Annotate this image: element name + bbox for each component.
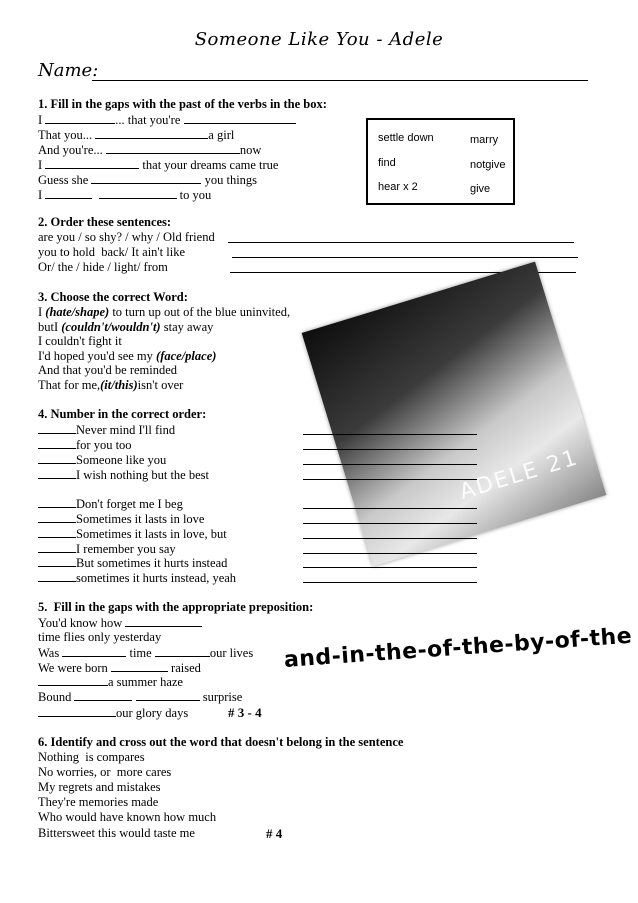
gap[interactable]	[38, 705, 116, 717]
section-1-heading: 1. Fill in the gaps with the past of the verbs in the box:	[38, 97, 327, 111]
s5-line-1: You'd know how	[38, 615, 202, 631]
s4-item: But sometimes it hurts instead	[38, 555, 227, 571]
s3-line-5: And that you'd be reminded	[38, 363, 178, 377]
s5-line-3: Was time our lives	[38, 646, 254, 660]
section-6-heading: 6. Identify and cross out the word that doesn't belong in the sentence	[38, 735, 404, 749]
s5-line-6: Bound surprise	[38, 690, 243, 704]
s1-line-4: I that your dreams came true	[38, 158, 279, 172]
s5-line-7: our glory days	[38, 705, 188, 721]
answer-line[interactable]	[303, 464, 477, 465]
s1-line-3: And you're... now	[38, 143, 262, 157]
gap[interactable]	[155, 645, 210, 657]
word-choice[interactable]: (hate/shape)	[45, 305, 110, 319]
s6-line[interactable]: No worries, or more cares	[38, 765, 172, 779]
gap[interactable]	[45, 112, 115, 124]
word-choice[interactable]: (couldn't/wouldn't)	[61, 320, 161, 334]
gap[interactable]	[45, 187, 92, 199]
answer-line[interactable]	[303, 567, 477, 568]
s4-item: I wish nothing but the best	[38, 467, 209, 483]
number-gap[interactable]	[38, 541, 76, 553]
s1-line-2: That you... a girl	[38, 128, 235, 142]
verb-word: hear x 2	[378, 181, 418, 193]
name-field[interactable]	[92, 80, 588, 81]
preposition-bank: and-in-the-of-the-by-of-the	[283, 623, 633, 673]
verb-word: marry	[470, 134, 499, 146]
s6-line[interactable]: Bittersweet this would taste me	[38, 826, 195, 840]
score-mark: # 3 - 4	[228, 705, 262, 720]
number-gap[interactable]	[38, 511, 76, 523]
gap[interactable]	[99, 187, 177, 199]
verb-box	[366, 118, 515, 205]
s3-line-1: I (hate/shape) to turn up out of the blue uninvited,	[38, 305, 291, 319]
answer-line[interactable]	[232, 257, 578, 258]
gap[interactable]	[125, 615, 202, 627]
s6-line[interactable]: Who would have known how much	[38, 810, 217, 824]
s4-item: I remember you say	[38, 541, 176, 557]
gap[interactable]	[91, 172, 201, 184]
gap[interactable]	[62, 645, 126, 657]
number-gap[interactable]	[38, 526, 76, 538]
answer-line[interactable]	[303, 508, 477, 509]
name-label: Name:	[38, 60, 99, 81]
gap[interactable]	[38, 674, 108, 686]
gap[interactable]	[184, 112, 296, 124]
answer-line[interactable]	[303, 449, 477, 450]
s3-line-3: I couldn't fight it	[38, 334, 122, 348]
s5-line-2: time flies only yesterday	[38, 630, 162, 644]
s5-line-5: a summer haze	[38, 674, 183, 690]
gap[interactable]	[111, 660, 168, 672]
s4-item: sometimes it hurts instead, yeah	[38, 570, 236, 586]
answer-line[interactable]	[303, 538, 477, 539]
s6-line[interactable]: They're memories made	[38, 795, 159, 809]
s2-line-1: are you / so shy? / why / Old friend	[38, 230, 215, 244]
s3-line-6: That for me,(it/this)isn't over	[38, 378, 184, 392]
section-5-heading: 5. Fill in the gaps with the appropriate preposition:	[38, 600, 314, 614]
verb-word: settle down	[378, 132, 434, 144]
number-gap[interactable]	[38, 452, 76, 464]
s6-line[interactable]: Nothing is compares	[38, 750, 145, 764]
number-gap[interactable]	[38, 467, 76, 479]
answer-line[interactable]	[303, 434, 477, 435]
s6-line[interactable]: My regrets and mistakes	[38, 780, 161, 794]
gap[interactable]	[45, 157, 139, 169]
answer-line[interactable]	[303, 553, 477, 554]
gap[interactable]	[95, 127, 208, 139]
s4-item: Never mind I'll find	[38, 422, 175, 438]
s1-line-1: I ... that you're	[38, 112, 296, 128]
s3-line-2: butI (couldn't/wouldn't) stay away	[38, 320, 214, 334]
gap[interactable]	[106, 142, 240, 154]
s4-item: Don't forget me I beg	[38, 496, 183, 512]
verb-word: find	[378, 157, 396, 169]
s5-line-4: We were born raised	[38, 661, 201, 675]
s1-line-6: I to you	[38, 188, 212, 202]
word-choice[interactable]: (face/place)	[156, 349, 217, 363]
answer-line[interactable]	[228, 242, 574, 243]
s1-line-5: Guess she you things	[38, 173, 258, 187]
number-gap[interactable]	[38, 422, 76, 434]
s4-item: Sometimes it lasts in love, but	[38, 526, 227, 542]
gap[interactable]	[74, 689, 132, 701]
section-3-heading: 3. Choose the correct Word:	[38, 290, 188, 304]
section-4-heading: 4. Number in the correct order:	[38, 407, 207, 421]
word-choice[interactable]: (it/this)	[100, 378, 138, 392]
s2-line-3: Or/ the / hide / light/ from	[38, 260, 168, 274]
number-gap[interactable]	[38, 570, 76, 582]
worksheet-title: Someone Like You - Adele	[194, 29, 444, 50]
verb-word: notgive	[470, 159, 506, 171]
gap[interactable]	[136, 689, 200, 701]
s4-item: Someone like you	[38, 452, 166, 468]
s4-item: Sometimes it lasts in love	[38, 511, 204, 527]
answer-line[interactable]	[303, 582, 477, 583]
answer-line[interactable]	[303, 479, 477, 480]
score-mark: # 4	[266, 826, 283, 841]
s2-line-2: you to hold back/ It ain't like	[38, 245, 186, 259]
number-gap[interactable]	[38, 555, 76, 567]
s4-item: for you too	[38, 437, 132, 453]
album-cover-text: ADELE 21	[456, 445, 582, 506]
number-gap[interactable]	[38, 496, 76, 508]
answer-line[interactable]	[303, 523, 477, 524]
s3-line-4: I'd hoped you'd see my (face/place)	[38, 349, 217, 363]
album-cover-image	[302, 262, 607, 567]
section-2-heading: 2. Order these sentences:	[38, 215, 172, 229]
number-gap[interactable]	[38, 437, 76, 449]
verb-word: give	[470, 183, 491, 195]
